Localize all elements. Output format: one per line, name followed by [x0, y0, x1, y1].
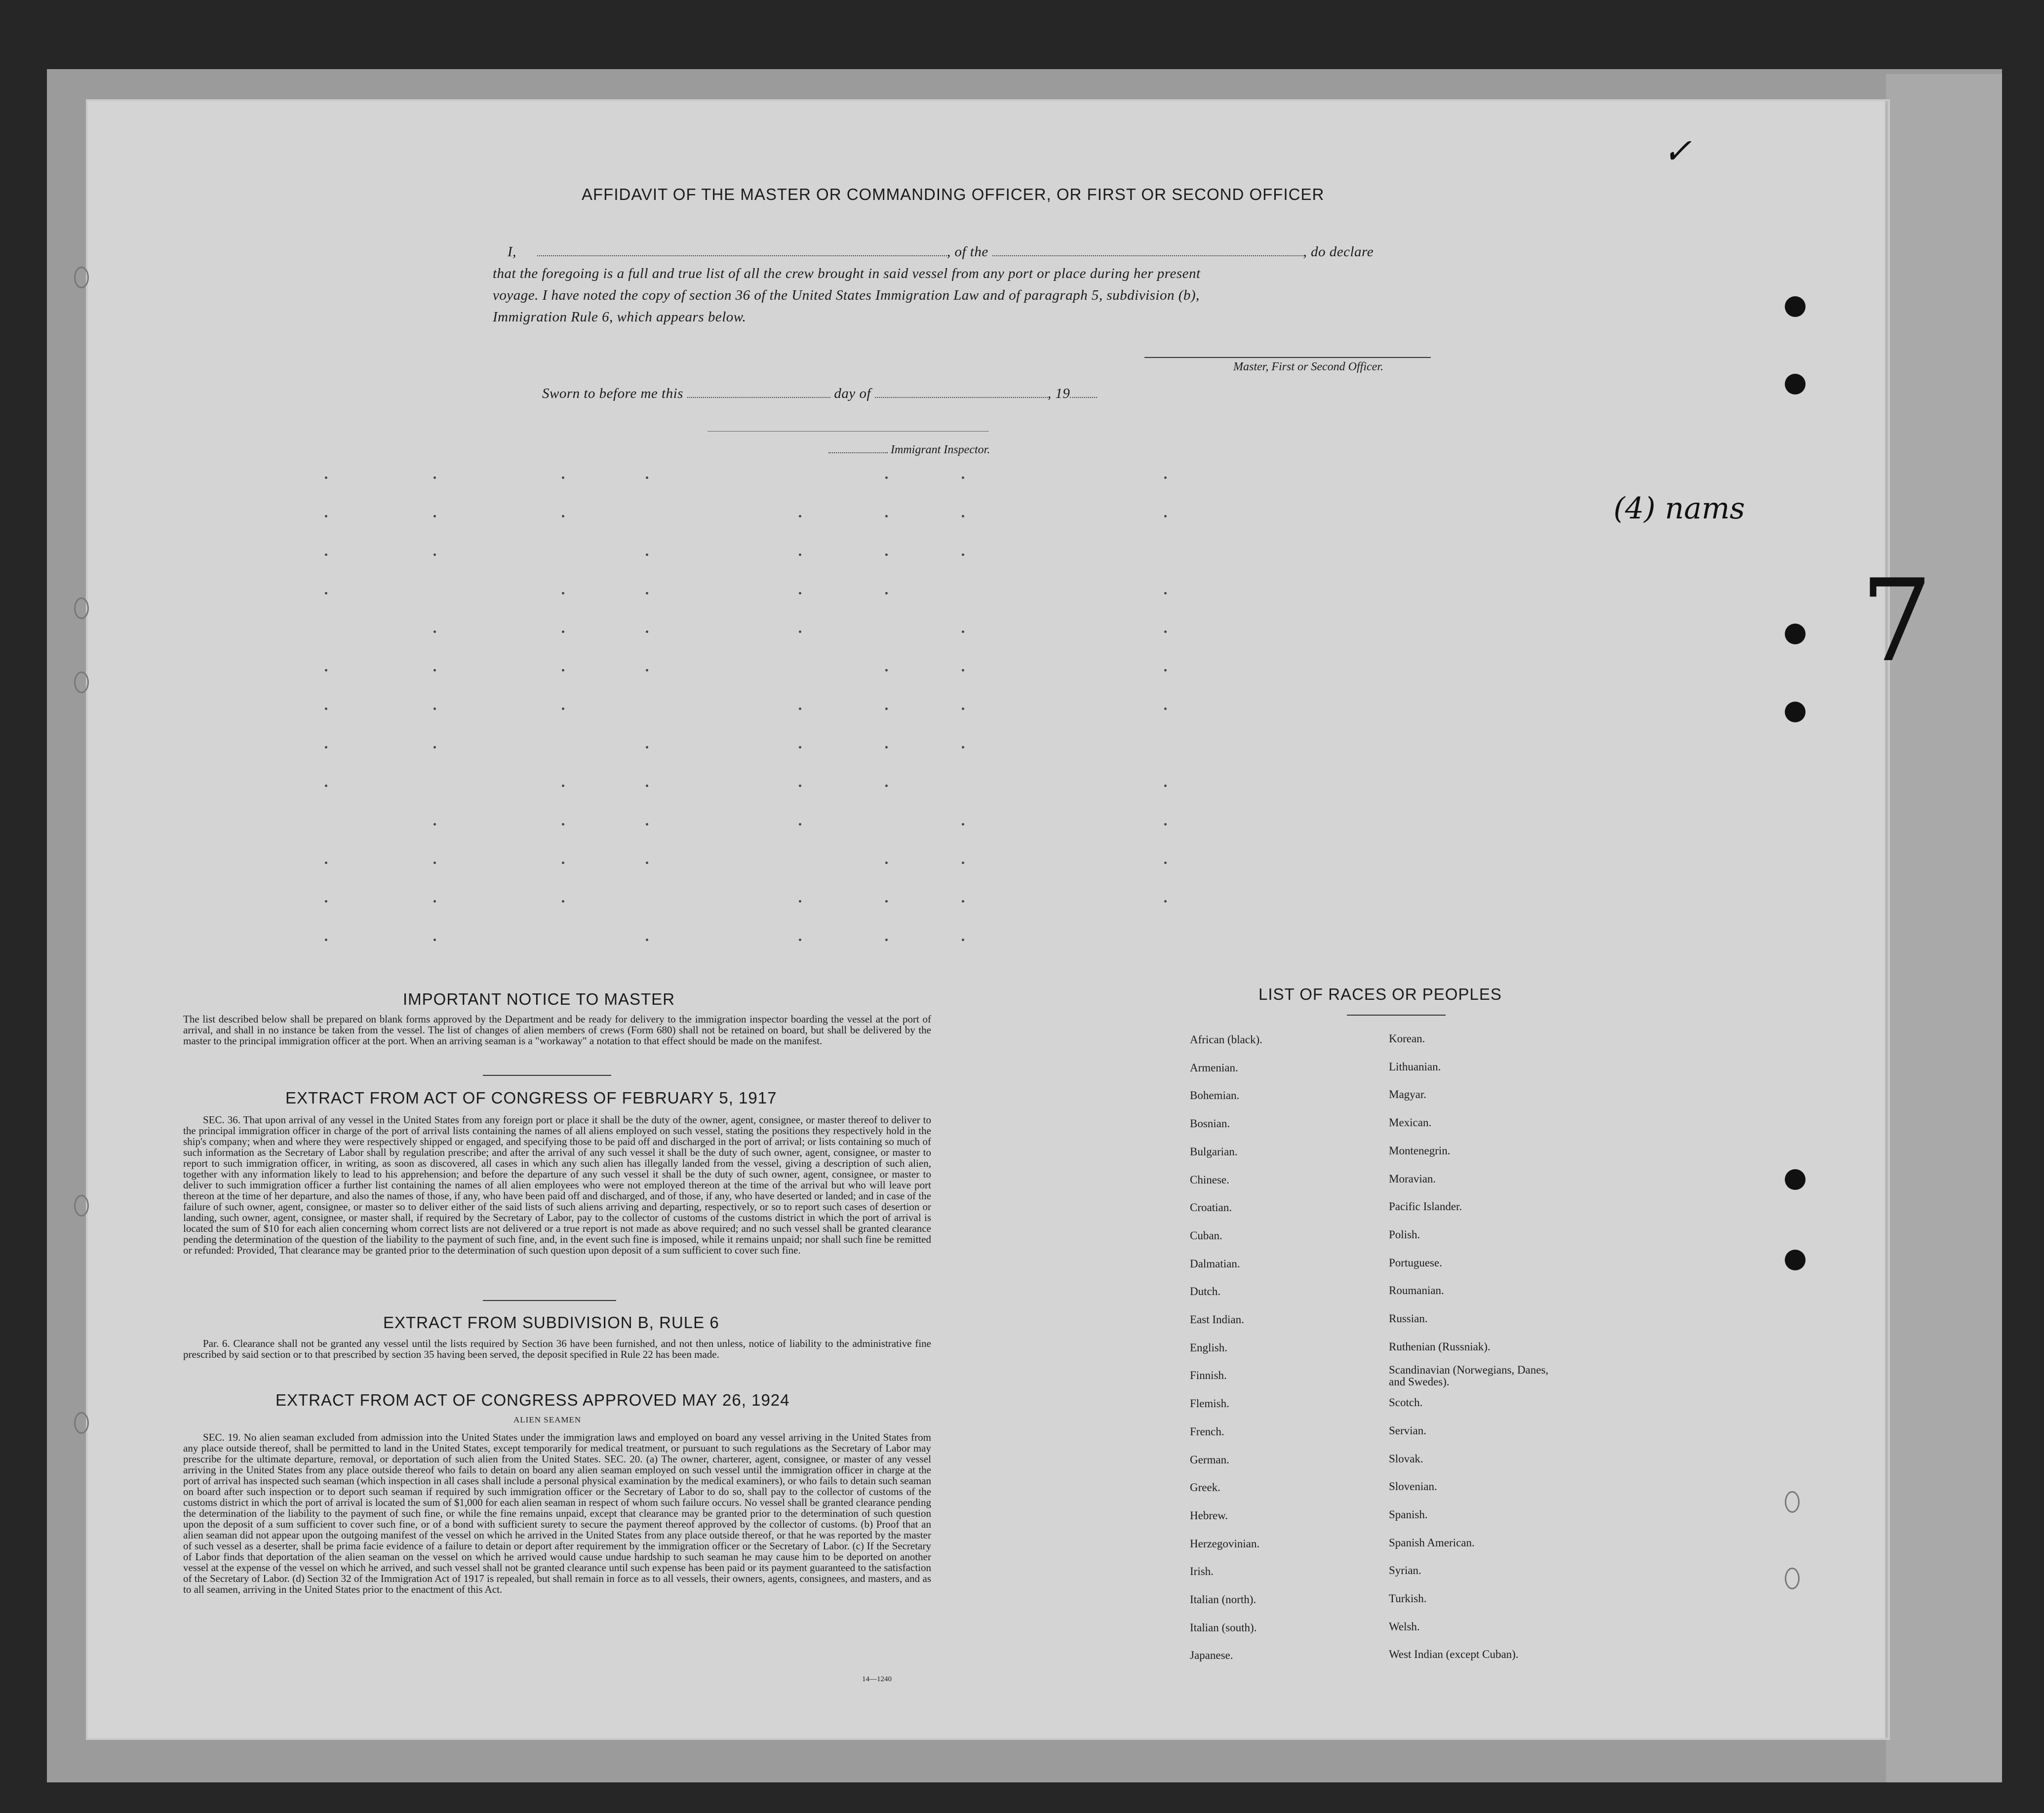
affidavit-i: I,	[508, 244, 516, 260]
extract-1917-title: EXTRACT FROM ACT OF CONGRESS OF FEBRUARY 5, 1917	[285, 1089, 777, 1107]
bleed-dot	[325, 785, 327, 787]
race-item: Greek.	[1190, 1481, 1220, 1494]
bleed-dot	[646, 823, 648, 826]
bleed-dot	[962, 476, 964, 479]
bleed-dot	[885, 669, 888, 671]
punch-hole-5	[1785, 1169, 1806, 1190]
bleed-dot	[1164, 862, 1167, 864]
inspector-label	[828, 443, 990, 457]
bleed-dot	[433, 631, 436, 633]
race-item: Dutch.	[1190, 1285, 1220, 1298]
race-item: East Indian.	[1190, 1313, 1244, 1326]
inspector-dots	[828, 446, 888, 453]
race-item: Turkish.	[1389, 1592, 1427, 1605]
bleed-dot	[325, 515, 327, 517]
punch-hole-2	[1785, 374, 1806, 394]
bleed-dot	[1164, 823, 1167, 826]
race-item: Korean.	[1389, 1032, 1425, 1045]
bleed-dot	[1164, 476, 1167, 479]
sworn-month-field[interactable]	[875, 387, 1048, 398]
bleed-dot	[799, 900, 801, 903]
race-item: Portuguese.	[1389, 1256, 1442, 1269]
race-item: Chinese.	[1190, 1173, 1229, 1186]
race-item: Russian.	[1389, 1312, 1428, 1325]
race-item: Servian.	[1389, 1424, 1427, 1437]
bleed-dot	[646, 669, 648, 671]
left-ring-3	[74, 671, 89, 693]
bleed-dot	[646, 592, 648, 594]
extract-1924-title: EXTRACT FROM ACT OF CONGRESS APPROVED MAY 26, 1924	[275, 1391, 790, 1409]
bleed-dot	[885, 939, 888, 941]
affidavit-of-the: , of the	[947, 244, 988, 260]
bleed-dot	[646, 631, 648, 633]
affidavit-title: AFFIDAVIT OF THE MASTER OR COMMANDING OFFICER, OR FIRST OR SECOND OFFICER	[582, 185, 1325, 203]
bleed-dot	[562, 862, 564, 864]
bleed-dot	[646, 862, 648, 864]
bleed-dot	[799, 553, 801, 556]
affidavit-line3: voyage. I have noted the copy of section 36 of the United States Immigration Law and of paragraph 5, subdivision (b),	[493, 287, 1200, 303]
handwritten-check-mark: ✓	[1663, 131, 1692, 171]
race-item: Hebrew.	[1190, 1509, 1228, 1522]
race-item: Moravian.	[1389, 1172, 1436, 1185]
race-item: Magyar.	[1389, 1088, 1427, 1101]
bleed-dot	[325, 669, 327, 671]
bleed-dot	[799, 746, 801, 749]
inspector-label-text: Immigrant Inspector.	[891, 443, 990, 456]
bleed-dot	[885, 900, 888, 903]
left-ring-2	[74, 597, 89, 619]
bleed-dot	[885, 785, 888, 787]
bleed-dot	[962, 939, 964, 941]
bleed-dot	[962, 746, 964, 749]
race-item: Italian (south).	[1190, 1621, 1257, 1634]
bleed-dot	[325, 476, 327, 479]
race-item: Scotch.	[1389, 1396, 1423, 1409]
bleed-dot	[325, 708, 327, 710]
master-name-field[interactable]	[537, 245, 947, 256]
races-title: LIST OF RACES OR PEOPLES	[1258, 985, 1502, 1003]
extract-1917-text: SEC. 36. That upon arrival of any vessel in the United States from any foreign port or place it shall be the duty of the owner, agent, consignee, or master thereof to deliver to the principal immigration officer in charge of the port of arrival lists containing the names of all aliens employed on such vessel, stating the positions they respectively hold in the ship's company; when and where they were respectively shipped or engaged, and specifying those to be paid off and discharged in the port of arrival; or lists containing so much of such information as the Secretary of Labor shall by regulation prescribe; and after the arrival of any such vessel it shall be the duty of such owner, agent, consignee, or master to report to such immigration officer, in writing, as soon as discovered, all cases in which any such alien has illegally landed from the vessel, giving a description of such alien, together with any information likely to lead to his apprehension; and before the departure of any such vessel it shall be the duty of such owner, agent, consignee, or master to deliver to such immigration officer a further list containing the names of all alien employees who were not employed thereon at the time of the arrival but who will leave port thereon at the time of her departure, and also the names of those, if any, who have been paid off and discharged, and of those, if any, who have deserted or landed; and in case of the failure of such owner, agent, consignee, or master so to deliver either of the said lists of such aliens arriving and departing, respectively, or so to report such cases of desertion or landing, such owner, agent, consignee, or master shall, if required by the Secretary of Labor, pay to the collector of customs of the customs district in which the port of arrival is located the sum of $10 for each alien concerning whom correct lists are not delivered or a true report is not made as above required; and no such vessel shall be granted clearance pending the determination of the question of the liability to the payment of such fine, and, in the event such fine is imposed, while it remains unpaid; nor shall such fine be remitted or refunded: Provided, That clearance may be granted prior to the determination of such question upon deposit of a sum sufficient to cover such fine.	[183, 1114, 931, 1256]
bleed-dot	[325, 746, 327, 749]
bleed-dot	[885, 708, 888, 710]
bleed-dot	[646, 553, 648, 556]
race-item: Dalmatian.	[1190, 1257, 1240, 1270]
race-item: Slovak.	[1389, 1452, 1423, 1465]
race-item: Irish.	[1190, 1565, 1214, 1578]
race-item: African (black).	[1190, 1033, 1262, 1046]
bleed-dot	[799, 708, 801, 710]
notice-text: The list described below shall be prepared on blank forms approved by the Department and be ready for delivery to the immigration inspector boarding the vessel at the port of arrival, and shall in no instance be taken from the vessel. The list of changes of alien members of crews (Form 680) shall not be retained on board, but shall be delivered by the master to the principal immigration officer at the port. When an arriving seaman is a "workaway" a notation to that effect should be made on the manifest.	[183, 1013, 931, 1047]
bleed-dot	[562, 631, 564, 633]
race-item: Mexican.	[1389, 1116, 1432, 1129]
sworn-line	[542, 383, 1097, 404]
race-item: Bosnian.	[1190, 1117, 1230, 1130]
race-item: Lithuanian.	[1389, 1060, 1441, 1073]
bleed-dot	[1164, 631, 1167, 633]
handwritten-annotation: (4) nams	[1613, 491, 1745, 526]
bleed-dot	[1164, 592, 1167, 594]
bleed-dot	[325, 862, 327, 864]
race-item: German.	[1190, 1453, 1229, 1466]
left-ring-4	[74, 1195, 89, 1217]
bleed-dot	[325, 900, 327, 903]
bleed-dot	[885, 592, 888, 594]
bleed-dot	[1164, 785, 1167, 787]
form-number: 14—1240	[862, 1675, 892, 1683]
race-item: Montenegrin.	[1389, 1144, 1451, 1157]
race-item: English.	[1190, 1341, 1228, 1354]
bleed-dot	[962, 631, 964, 633]
notice-rule	[483, 1075, 611, 1076]
race-item: Polish.	[1389, 1228, 1420, 1241]
sworn-text: Sworn to before me this	[542, 386, 683, 401]
master-signature-line[interactable]	[1144, 357, 1431, 358]
bleed-dot	[433, 900, 436, 903]
bleed-dot	[962, 823, 964, 826]
bleed-dot	[562, 708, 564, 710]
subdivision-text: Par. 6. Clearance shall not be granted any vessel until the lists required by Section 36 have been furnished, and not then unless, notice of liability to the administrative fine prescribed by said section or to that prescribed by section 35 having been served, the deposit specified in Rule 22 has been made.	[183, 1338, 931, 1360]
underlying-sheet-edge	[1886, 74, 2002, 1782]
bleed-dot	[433, 669, 436, 671]
sworn-year-field[interactable]	[1070, 387, 1097, 398]
race-item: Cuban.	[1190, 1229, 1222, 1242]
punch-hole-3	[1785, 624, 1806, 644]
races-rule	[1347, 1015, 1446, 1016]
bleed-dot	[433, 476, 436, 479]
punch-hole-6	[1785, 1250, 1806, 1270]
bleed-dot	[646, 746, 648, 749]
race-item: Bulgarian.	[1190, 1145, 1238, 1158]
race-item: Syrian.	[1389, 1564, 1421, 1577]
bleed-dot	[885, 515, 888, 517]
bleed-dot	[433, 515, 436, 517]
race-item: French.	[1190, 1425, 1224, 1438]
alien-seamen-subtitle: ALIEN SEAMEN	[513, 1415, 582, 1424]
bleed-dot	[325, 939, 327, 941]
bleed-dot	[562, 823, 564, 826]
race-item: Spanish American.	[1389, 1536, 1475, 1549]
bleed-dot	[433, 862, 436, 864]
bleed-dot	[962, 553, 964, 556]
race-item: Scandinavian (Norwegians, Danes, and Swedes).	[1389, 1364, 1549, 1388]
bleed-dot	[885, 746, 888, 749]
bleed-dot	[646, 476, 648, 479]
affidavit-line4: Immigration Rule 6, which appears below.	[493, 309, 747, 325]
sworn-day-field[interactable]	[687, 387, 830, 398]
bleed-dot	[1164, 708, 1167, 710]
punch-ring-2	[1785, 1568, 1800, 1589]
race-item: Herzegovinian.	[1190, 1537, 1260, 1550]
bleed-dot	[799, 631, 801, 633]
race-item: Pacific Islander.	[1389, 1200, 1462, 1213]
bleed-dot	[962, 862, 964, 864]
extract-1917-rule	[483, 1300, 616, 1301]
bleed-dot	[562, 476, 564, 479]
bleed-dot	[646, 939, 648, 941]
punch-hole-1	[1785, 296, 1806, 317]
bleed-dot	[885, 862, 888, 864]
inspector-signature-line[interactable]	[708, 431, 989, 432]
bleed-dot	[433, 939, 436, 941]
race-item: Welsh.	[1389, 1620, 1420, 1633]
bleed-dot	[799, 785, 801, 787]
race-item: Finnish.	[1190, 1369, 1227, 1382]
bleed-dot	[799, 515, 801, 517]
affidavit-body	[493, 241, 1549, 328]
bleed-dot	[962, 708, 964, 710]
left-ring-1	[74, 267, 89, 288]
bleed-dot	[325, 553, 327, 556]
bleed-dot	[325, 592, 327, 594]
bleed-dot	[562, 592, 564, 594]
bleed-dot	[433, 708, 436, 710]
bleed-dot	[562, 669, 564, 671]
notice-title: IMPORTANT NOTICE TO MASTER	[403, 990, 675, 1008]
punch-ring-1	[1785, 1491, 1800, 1513]
race-item: Croatian.	[1190, 1201, 1232, 1214]
handwritten-number: 7	[1860, 555, 1933, 687]
race-item: Japanese.	[1190, 1649, 1233, 1662]
vessel-name-field[interactable]	[992, 245, 1303, 256]
race-item: Roumanian.	[1389, 1284, 1444, 1297]
bleed-dot	[1164, 669, 1167, 671]
bleed-dot	[799, 823, 801, 826]
bleed-dot	[646, 785, 648, 787]
bleed-dot	[962, 669, 964, 671]
race-item: Spanish.	[1389, 1508, 1428, 1521]
punch-hole-4	[1785, 702, 1806, 722]
bleed-dot	[962, 900, 964, 903]
bleed-dot	[1164, 515, 1167, 517]
bleed-dot	[885, 553, 888, 556]
year-text: , 19	[1047, 386, 1070, 401]
affidavit-line2: that the foregoing is a full and true list of all the crew brought in said vessel from any port or place during her present	[493, 266, 1201, 281]
extract-1924-text: SEC. 19. No alien seaman excluded from admission into the United States under the immigration laws and employed on board any vessel arriving in the United States from any place outside thereof, shall be permitted to land in the United States, except temporarily for medical treatment, or pursuant to such regulations as the Secretary of Labor may prescribe for the ultimate departure, removal, or deportation of such alien from the United States. SEC. 20. (a) The owner, charterer, agent, consignee, or master of any vessel arriving in the United States from any place outside thereof who fails to detain on board any alien seaman employed on such vessel until the immigration officer in charge at the port of arrival has inspected such seaman (which inspection in all cases shall include a personal physical examination by the medical examiners), or who fails to detain such seaman on board after such inspection or to deport such seaman if required by such immigration officer or the Secretary of Labor to do so, shall pay to the collector of customs of the customs district in which the port of arrival is located the sum of $1,000 for each alien seaman in respect of whom such failure occurs. No vessel shall be granted clearance pending the determination of the liability to the payment of such fine, or while the fine remains unpaid, except that clearance may be granted prior to the determination of such question upon the deposit of a sum sufficient to cover such fine, or of a bond with sufficient surety to secure the payment thereof approved by the collector of customs. (b) Proof that an alien seaman did not appear upon the outgoing manifest of the vessel on which he arrived in the United States from any place outside thereof, or that he was reported by the master of such vessel as a deserter, shall be prima facie evidence of a failure to detain or deport after requirement by the immigration officer or the Secretary of Labor. (c) If the Secretary of Labor finds that deportation of the alien seaman on the vessel on which he arrived would cause undue hardship to such seaman he may cause him to be deported on another vessel at the expense of the vessel on which he arrived, and such vessel shall not be granted clearance until such expense has been paid or its payment guaranteed to the satisfaction of the Secretary of Labor. (d) Section 32 of the Immigration Act of 1917 is repealed, but shall remain in force as to all vessels, their owners, agents, consignees, and masters, and as to all seamen, arriving in the United States prior to the enactment of this Act.	[183, 1431, 931, 1595]
race-item: Italian (north).	[1190, 1593, 1257, 1606]
race-item: Armenian.	[1190, 1061, 1238, 1074]
bleed-dot	[433, 823, 436, 826]
affidavit-declare: , do declare	[1303, 244, 1374, 260]
master-signature-label: Master, First or Second Officer.	[1233, 360, 1383, 373]
bleed-dot	[799, 939, 801, 941]
bleed-dot	[962, 515, 964, 517]
bleed-dot	[433, 553, 436, 556]
bleed-dot	[562, 515, 564, 517]
race-item: Flemish.	[1190, 1397, 1229, 1410]
bleed-dot	[433, 746, 436, 749]
manifest-back-page	[88, 101, 1933, 1738]
bleed-dot	[1164, 900, 1167, 903]
race-item: Ruthenian (Russniak).	[1389, 1340, 1491, 1353]
day-of-text: day of	[834, 386, 871, 401]
bleed-dot	[562, 785, 564, 787]
left-ring-5	[74, 1412, 89, 1434]
bleed-dot	[799, 592, 801, 594]
bleed-dot	[885, 476, 888, 479]
subdivision-title: EXTRACT FROM SUBDIVISION B, RULE 6	[383, 1313, 719, 1332]
bleed-dot	[562, 900, 564, 903]
race-item: West Indian (except Cuban).	[1389, 1648, 1519, 1661]
race-item: Slovenian.	[1389, 1480, 1437, 1493]
race-item: Bohemian.	[1190, 1089, 1240, 1102]
